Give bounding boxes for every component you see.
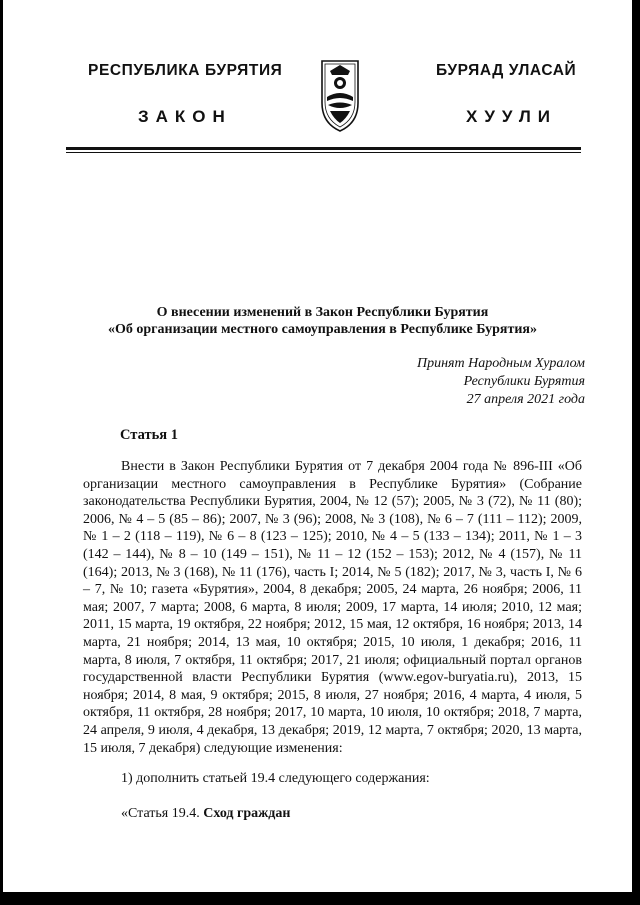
header-left-title: РЕСПУБЛИКА БУРЯТИЯ [88, 62, 283, 79]
adopted-date: 27 апреля 2021 года [466, 392, 585, 407]
new-article-prefix: «Статья 19.4. [121, 806, 200, 821]
amendment-item-1: 1) дополнить статьей 19.4 следующего содержания: [121, 771, 430, 786]
scan-edge-left [0, 0, 3, 905]
header-rule-thick [66, 147, 581, 150]
header-right-law: ХУУЛИ [466, 107, 557, 126]
article-heading: Статья 1 [120, 427, 178, 443]
article-body-paragraph: Внести в Закон Республики Бурятия от 7 декабря 2004 года № 896-III «Об организации местного самоуправления в Республике Бурятия» (Собрание законодательства Республики Бурятия, 2004, № 12 (57); 2005, № 3 (72), № 11 (80); 2006, № 4 – 5 (85 – 86); 2007, № 3 (96); 2008, № 3 (108), № 6 – 7 (111 – 112); 2009, № 1 – 2 (118 – 119), № 6 – 8 (123 – 125); 2010, № 4 – 5 (133 – 134); 2011, № 1 – 3 (142 – 144), № 8 – 10 (149 – 151), № 11 – 12 (152 – 153); 2012, № 4 (157), № 11 (164); 2013, № 3 (168), № 11 (176), часть I; 2014, № 5 (182); 2017, № 3, часть I, № 6 – 7, № 10; газета «Бурятия», 2004, 8 декабря; 2005, 24 марта, 26 ноября; 2006, 11 мая; 2007, 7 марта; 2008, 6 марта, 8 июля; 2009, 17 марта, 14 июля; 2010, 12 мая; 2011, 15 марта, 19 октября, 22 ноября; 2012, 15 мая, 12 октября, 16 ноября; 2013, 14 марта, 21 ноября; 2014, 13 мая, 10 октября; 2015, 10 июля, 1 декабря; 2016, 11 марта, 8 июля, 7 октября, 11 октября; 2017, 21 июля; официальный портал органов государственной власти Республики Бурятия (www.egov-buryatia.ru), 2013, 15 ноября; 2014, 8 мая, 9 октября; 2015, 8 июля, 27 ноября; 2016, 4 марта, 4 июля, 5 октября, 11 октября, 28 ноября; 2017, 10 марта, 10 июля, 10 октября; 2018, 7 марта, 24 апреля, 9 июля, 4 декабря, 13 декабря; 2019, 12 марта, 7 октября; 2020, 13 марта, 15 июля, 7 декабря) следующие изменения: [83, 459, 582, 756]
law-title-line-2: «Об организации местного самоуправления в Республике Бурятия» [108, 322, 537, 337]
republic-coat-of-arms-icon [318, 53, 362, 133]
adopted-by-line-2: Республики Бурятия [463, 374, 585, 389]
law-title-line-1: О внесении изменений в Закон Республики Бурятия [156, 305, 489, 320]
header-right-title: БУРЯАД УЛАСАЙ [436, 62, 577, 79]
header-rule-thin [66, 152, 581, 153]
scan-edge-right [632, 0, 640, 905]
new-article-title: Сход граждан [203, 806, 291, 821]
adopted-by-line-1: Принят Народным Хуралом [416, 356, 585, 371]
new-article-heading [121, 806, 290, 822]
scan-edge-bottom [0, 892, 640, 905]
header-left-law: ЗАКОН [138, 107, 232, 126]
